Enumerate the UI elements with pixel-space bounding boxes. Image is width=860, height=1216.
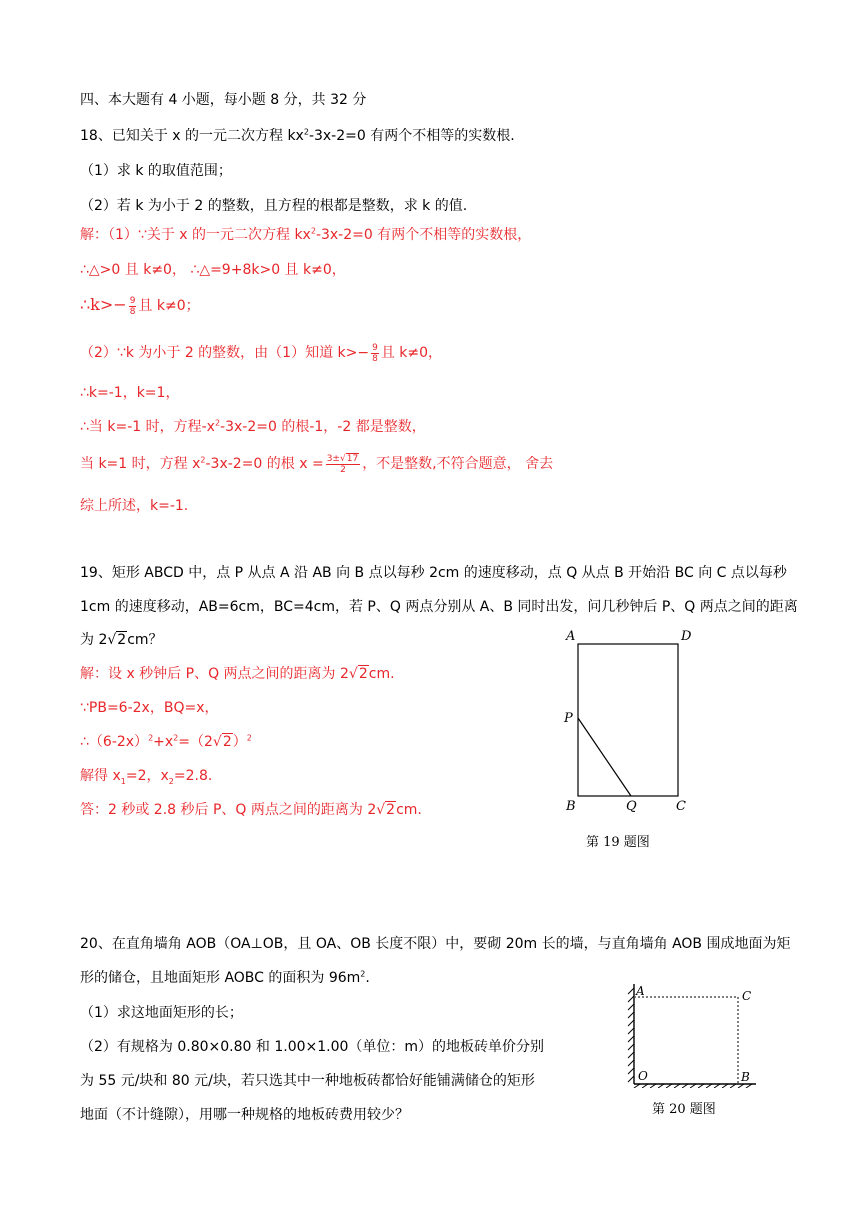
fraction-numerator: 9 [372, 342, 378, 353]
q18-sol1 [80, 226, 531, 244]
sup: 2 [214, 418, 221, 428]
label-a: A [566, 629, 576, 644]
label-c: C [742, 989, 752, 1003]
label-c: C [676, 799, 686, 814]
q18-sol2: ∴△>0 且 k≠0， ∴△=9+8k>0 且 k≠0， [80, 262, 346, 278]
q19-line3-a: 为 2 [80, 632, 108, 648]
sup: 2 [303, 127, 309, 137]
q19-sol1-a: 解：设 x 秒钟后 P、Q 两点之间的距离为 2 [80, 666, 349, 682]
q19-sol4-c: =2.8. [173, 768, 213, 784]
q18-part1: （1）求 k 的取值范围； [80, 163, 232, 179]
q19-sol3-a: ∴（6-2x） [80, 734, 149, 750]
q20-line2 [80, 969, 370, 987]
sqrt: √2 [107, 632, 127, 648]
q19-sol5-b: cm. [396, 802, 422, 818]
q19-line1: 19、矩形 ABCD 中，点 P 从点 A 沿 AB 向 B 点以每秒 2cm 的速度移动，点 Q 从点 B 开始沿 BC 向 C 点以每秒 [80, 565, 787, 581]
q19-sol1 [80, 665, 395, 683]
q18-sol6-b: -3x-2=0 的根-1，-2 都是整数， [220, 419, 426, 435]
q18-sol4-b: 且 k≠0， [380, 345, 443, 361]
q18-stem [80, 127, 515, 145]
sup: 2 [310, 226, 316, 236]
figure-19-rectangle [556, 626, 706, 816]
q18-sol1-b: -3x-2=0 有两个不相等的实数根， [315, 227, 532, 243]
q18-sol3-b: 且 k≠0； [138, 298, 200, 314]
q18-sol7-c: ，不是整数,不符合题意， 舍去 [362, 456, 554, 472]
fraction-denominator: 8 [372, 353, 378, 364]
fraction-denominator: 8 [129, 306, 136, 317]
sqrt-value: 17 [346, 453, 359, 464]
q18-sol4 [80, 341, 442, 365]
q19-sol4 [80, 767, 212, 785]
q20-line2-b: . [365, 970, 370, 986]
fraction-9-8 [129, 296, 137, 317]
q20-line1: 20、在直角墙角 AOB（OA⊥OB，且 OA、OB 长度不限）中，要砌 20m 长的墙，与直角墙角 AOB 围成地面为矩 [80, 936, 791, 952]
figure-20-corner [620, 980, 760, 1088]
q18-sol7-a: 当 k=1 时，方程 x [80, 456, 201, 472]
root-numer-a: 3± [326, 453, 340, 464]
q18-sol1-a: 解：（1）∵关于 x 的一元二次方程 kx [80, 227, 311, 243]
label-p: P [564, 711, 573, 726]
q19-sol2: ∵PB=6-2x，BQ=x， [80, 700, 219, 716]
fraction-numerator: 9 [129, 295, 136, 306]
q18-sol8: 综上所述，k=-1. [80, 498, 189, 514]
rectangle-abcd [578, 644, 678, 796]
q18-sol7-b: -3x-2=0 的根 x = [205, 456, 324, 472]
q19-line3 [80, 631, 163, 649]
q20-line6: 地面（不计缝隙），用哪一种规格的地板砖费用较少？ [80, 1107, 409, 1123]
sub: 1 [120, 776, 126, 786]
sup: 2 [200, 455, 206, 465]
label-b: B [741, 1070, 750, 1084]
label-d: D [681, 629, 692, 644]
figure-20-caption: 第 20 题图 [652, 1102, 716, 1117]
q19-line3-b: cm？ [127, 632, 163, 648]
q18-sol6-a: ∴当 k=-1 时，方程-x [80, 419, 215, 435]
q18-stem-a: 18、已知关于 x 的一元二次方程 kx [80, 128, 304, 144]
q20-line3: （1）求这地面矩形的长； [80, 1005, 243, 1021]
sup: 2 [246, 733, 252, 743]
q19-sol3-d: ） [232, 734, 247, 750]
sqrt: √17 [339, 453, 359, 464]
q19-sol5 [80, 801, 422, 819]
sqrt: √2 [212, 734, 232, 750]
q18-part2: （2）若 k 为小于 2 的整数，且方程的根都是整数，求 k 的值. [80, 198, 468, 214]
fraction-roots [326, 454, 360, 475]
q19-sol4-a: 解得 x [80, 768, 121, 784]
label-q: Q [626, 799, 637, 814]
sqrt-value: 2 [117, 632, 127, 648]
q18-sol4-a: （2）∵k 为小于 2 的整数，由（1）知道 k>− [80, 345, 370, 361]
label-a: A [636, 984, 645, 998]
fraction-numerator [326, 454, 360, 465]
label-o: O [638, 1069, 648, 1083]
q18-stem-b: -3x-2=0 有两个不相等的实数根. [308, 128, 515, 144]
sqrt: √2 [348, 666, 368, 682]
section-heading: 四、本大题有 4 小题，每小题 8 分，共 32 分 [80, 92, 367, 108]
q20-line4: （2）有规格为 0.80×0.80 和 1.00×1.00（单位：m）的地板砖单价分别 [80, 1039, 545, 1055]
figure-19-caption: 第 19 题图 [586, 835, 650, 850]
q19-sol3 [80, 733, 252, 751]
label-b: B [566, 799, 576, 814]
q18-sol3 [80, 293, 200, 318]
q19-sol5-a: 答：2 秒或 2.8 秒后 P、Q 两点之间的距离为 2 [80, 802, 377, 818]
q18-sol3-a: ∴k>− [80, 295, 127, 314]
sqrt-value: 2 [222, 734, 232, 750]
q18-sol6 [80, 418, 426, 436]
q18-sol5: ∴k=-1，k=1， [80, 385, 180, 401]
fraction-9-8 [371, 343, 379, 364]
q20-line2-a: 形的储仓，且地面矩形 AOBC 的面积为 96m [80, 970, 361, 986]
sqrt-value: 2 [386, 802, 396, 818]
fraction-denominator: 2 [340, 464, 346, 475]
wall-hatching-vertical [628, 988, 634, 1082]
segment-pq [578, 718, 631, 796]
sup: 2 [173, 733, 179, 743]
q19-sol4-b: =2，x [125, 768, 169, 784]
q19-sol3-b: +x [153, 734, 174, 750]
q18-sol7 [80, 452, 553, 476]
q19-sol1-b: cm. [368, 666, 395, 682]
sup: 2 [360, 969, 366, 979]
q19-sol3-c: =（2 [178, 734, 213, 750]
sqrt: √2 [376, 802, 396, 818]
sqrt-value: 2 [358, 666, 368, 682]
sub: 2 [168, 776, 174, 786]
q19-line2: 1cm 的速度移动，AB=6cm，BC=4cm，若 P、Q 两点分别从 A、B 同时出发，问几秒钟后 P、Q 两点之间的距离 [80, 599, 798, 615]
q20-line5: 为 55 元/块和 80 元/块，若只选其中一种地板砖都恰好能铺满储仓的矩形 [80, 1073, 535, 1089]
sup: 2 [148, 733, 154, 743]
